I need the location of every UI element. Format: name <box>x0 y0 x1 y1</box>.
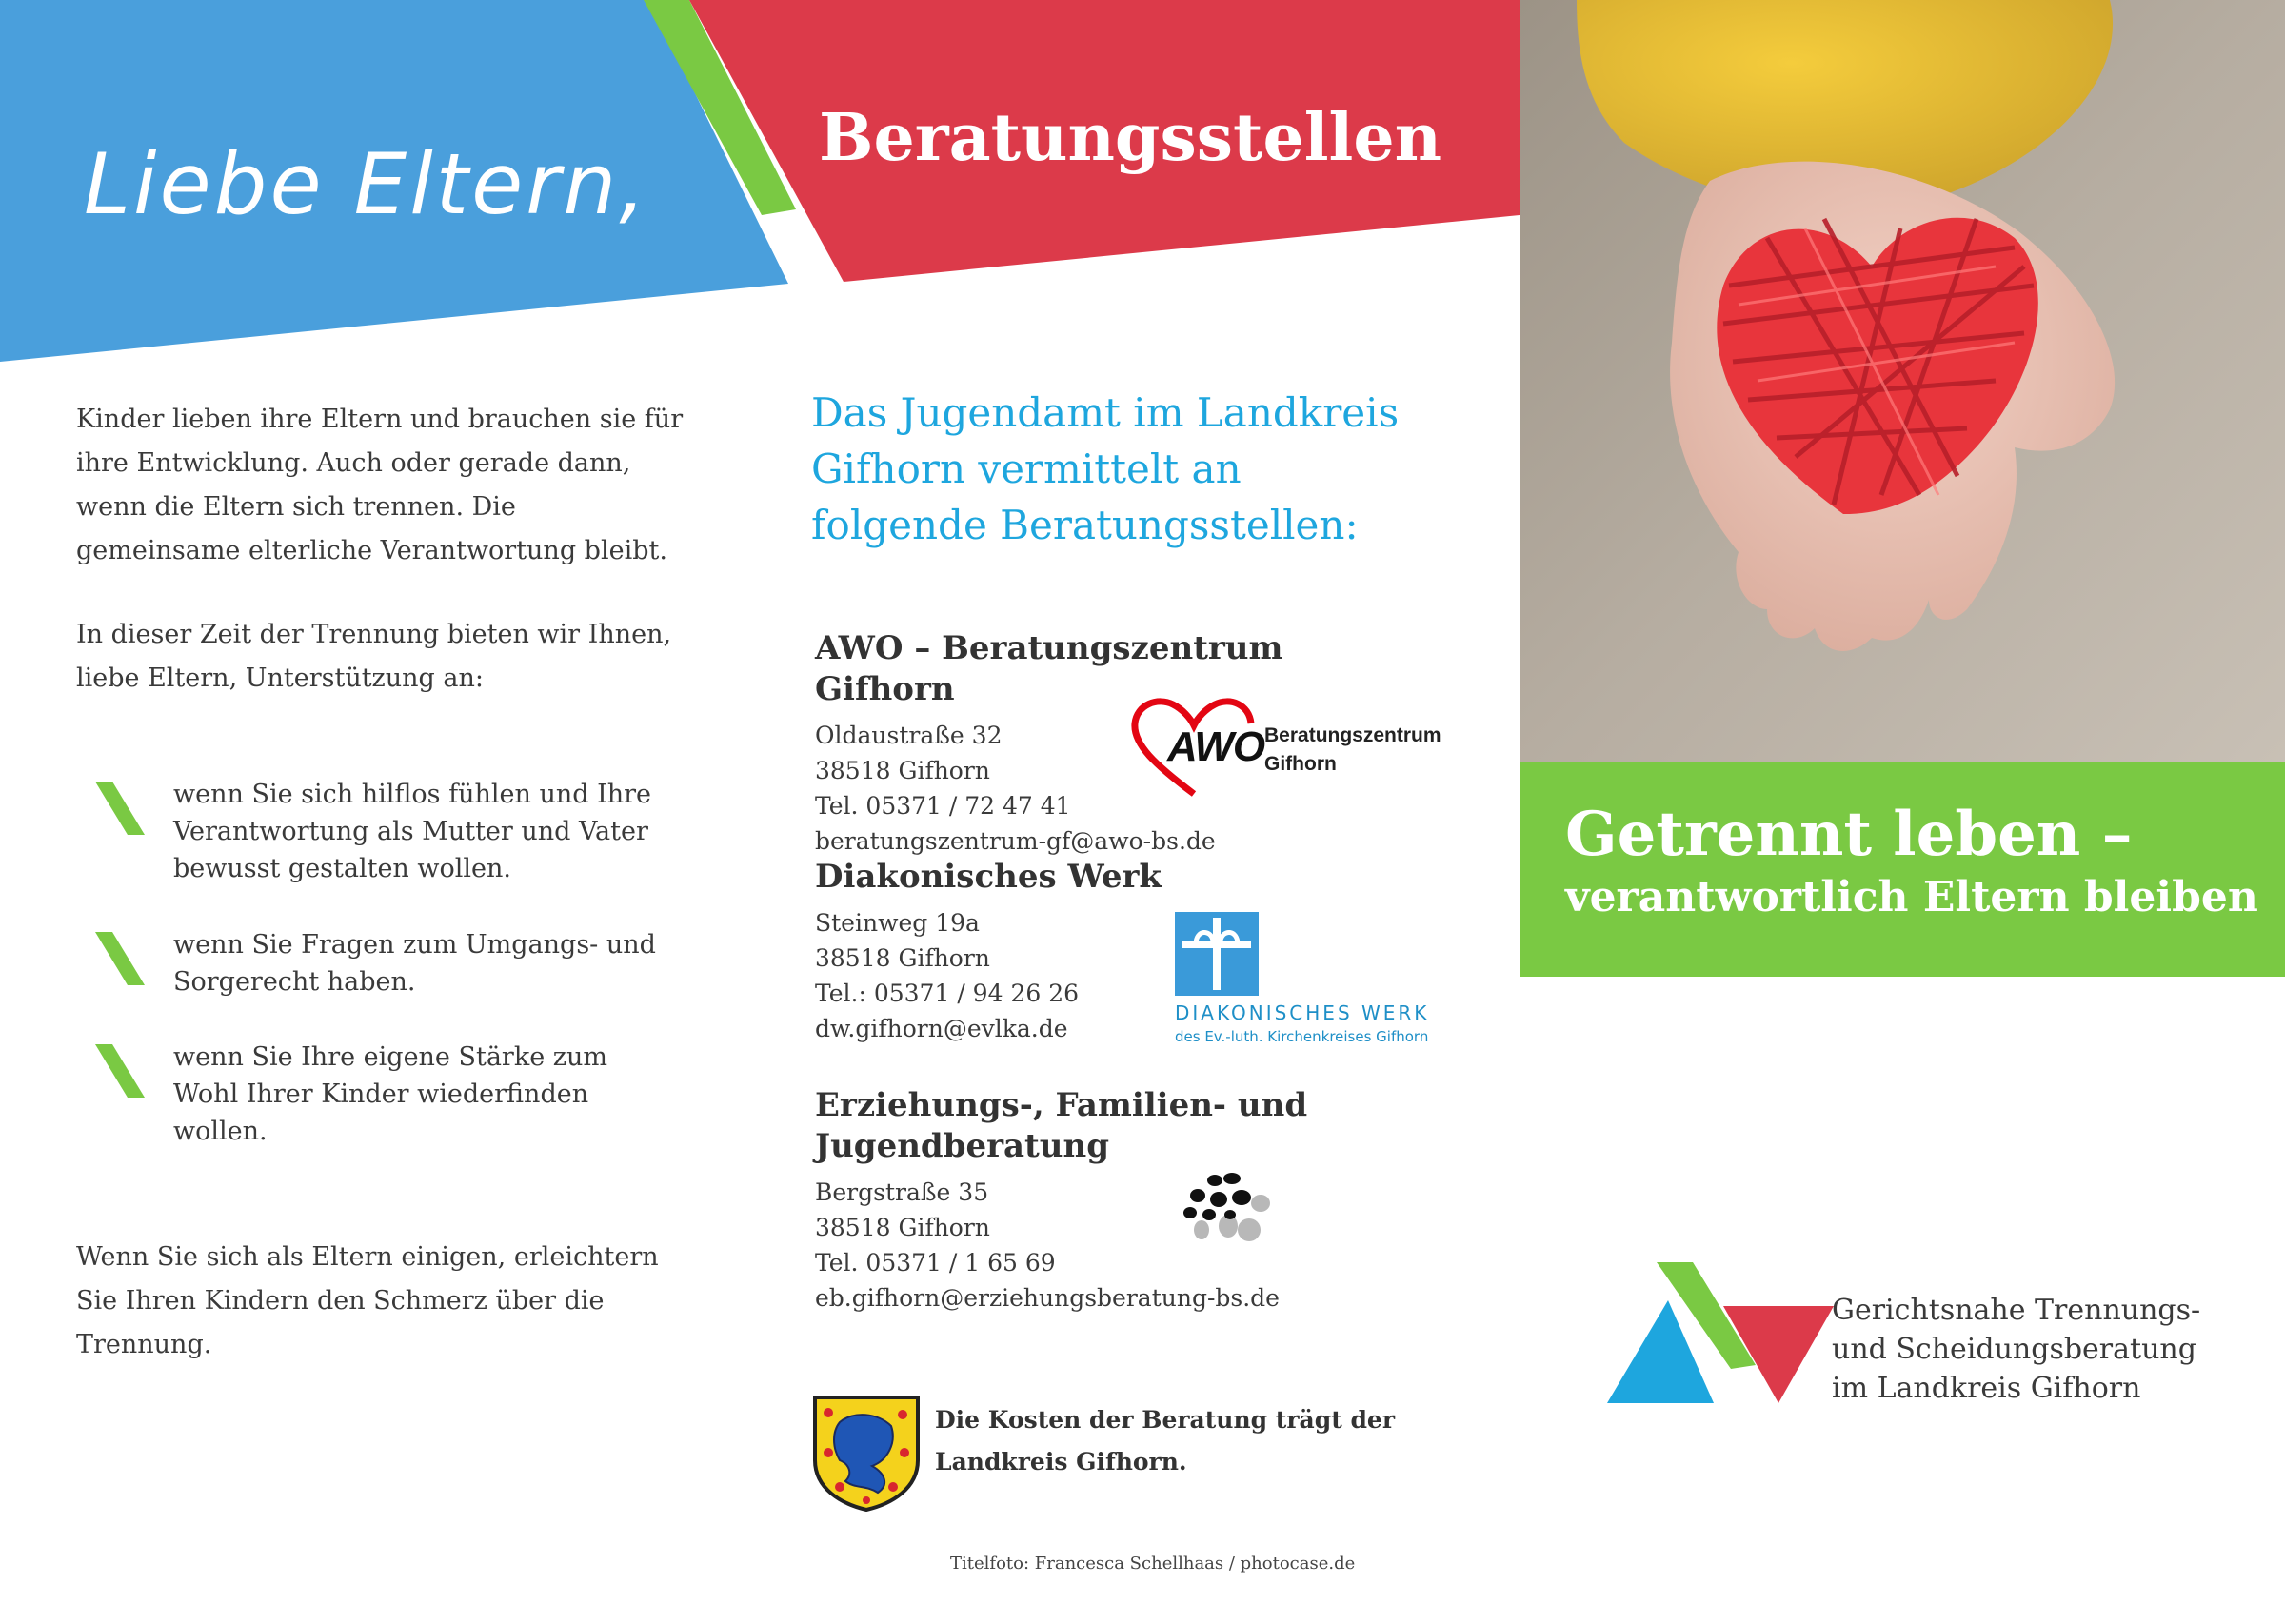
bullet-text: wenn Sie Ihre eigene Stärke zum Wohl Ihrer Kinder wiederfinden wollen. <box>173 1042 607 1146</box>
org-city: 38518 Gifhorn <box>815 757 990 784</box>
cost-note-line1: Die Kosten der Beratung trägt der <box>935 1406 1396 1434</box>
diakonie-logo-text: DIAKONISCHES WERK <box>1175 1001 1430 1024</box>
erziehungsberatung-dots-icon <box>1177 1171 1276 1249</box>
green-slash-icon <box>95 782 149 839</box>
org-city: 38518 Gifhorn <box>815 1214 990 1241</box>
brand-line: im Landkreis Gifhorn <box>1832 1372 2141 1405</box>
org-email[interactable]: eb.gifhorn@erziehungsberatung-bs.de <box>815 1284 1280 1312</box>
awo-logo-sub2: Gifhorn <box>1264 753 1337 775</box>
org-email[interactable]: dw.gifhorn@evlka.de <box>815 1015 1068 1042</box>
banner-subtitle: verantwortlich Eltern bleiben <box>1565 873 2258 921</box>
bullet-text: wenn Sie sich hilflos fühlen und Ihre Verantwortung als Mutter und Vater bewusst gestalten wollen. <box>173 780 652 883</box>
brand-line: und Scheidungsberatung <box>1832 1333 2196 1366</box>
photo-credit: Titelfoto: Francesca Schellhaas / photocase.de <box>950 1554 1356 1574</box>
diakonie-cross-icon <box>1175 912 1259 996</box>
coat-of-arms-icon <box>811 1394 922 1512</box>
brand-text <box>1832 1291 2251 1408</box>
org-phone: Tel. 05371 / 72 47 41 <box>815 792 1071 820</box>
panel-title: Beratungsstellen <box>819 100 1442 176</box>
support-paragraph: In dieser Zeit der Trennung bieten wir Ihnen, liebe Eltern, Unterstützung an: <box>76 620 672 693</box>
awo-logo <box>1127 695 1470 800</box>
banner-title: Getrennt leben – <box>1565 799 2133 870</box>
heart-in-hand-image <box>1520 0 2285 762</box>
middle-intro: Das Jugendamt im Landkreis Gifhorn vermittelt an folgende Beratungsstellen: <box>811 389 1400 548</box>
green-slash-icon <box>95 1044 149 1101</box>
intro-paragraph: Kinder lieben ihre Eltern und brauchen sie für ihre Entwicklung. Auch oder gerade dann, wenn die Eltern sich trennen. Die gemeinsame elterliche Verantwortung bleibt. <box>76 405 684 565</box>
org-name: AWO – Beratungszentrum Gifhorn <box>815 629 1283 708</box>
org-street: Bergstraße 35 <box>815 1178 989 1206</box>
org-name: Diakonisches Werk <box>815 858 1162 896</box>
closing-paragraph: Wenn Sie sich als Eltern einigen, erleichtern Sie Ihren Kindern den Schmerz über die Trennung. <box>76 1242 659 1359</box>
brand-logo-icon <box>1607 1262 1836 1405</box>
cost-note <box>935 1399 1411 1483</box>
cost-note-line2: Landkreis Gifhorn. <box>935 1448 1187 1475</box>
cover-photo <box>1520 0 2285 762</box>
org-street: Oldaustraße 32 <box>815 722 1003 749</box>
org-phone: Tel.: 05371 / 94 26 26 <box>815 980 1080 1007</box>
greeting-title: Liebe Eltern, <box>84 135 649 233</box>
org-name-line2: Jugendberatung <box>815 1127 1109 1165</box>
awo-logo-text: AWO <box>1167 723 1265 770</box>
brand-line: Gerichtsnahe Trennungs- <box>1832 1294 2201 1327</box>
org-email[interactable]: beratungszentrum-gf@awo-bs.de <box>815 827 1216 855</box>
diakonie-logo-sub: des Ev.-luth. Kirchenkreises Gifhorn <box>1175 1028 1429 1045</box>
bullet-text: wenn Sie Fragen zum Umgangs- und Sorgerecht haben. <box>173 930 656 997</box>
org-city: 38518 Gifhorn <box>815 944 990 972</box>
green-slash-icon <box>95 932 149 989</box>
org-street: Steinweg 19a <box>815 909 980 937</box>
awo-logo-sub1: Beratungszentrum <box>1264 724 1441 746</box>
diakonie-logo <box>1173 910 1430 1049</box>
org-name-line1: Erziehungs-, Familien- und <box>815 1086 1308 1124</box>
org-phone: Tel. 05371 / 1 65 69 <box>815 1249 1056 1277</box>
